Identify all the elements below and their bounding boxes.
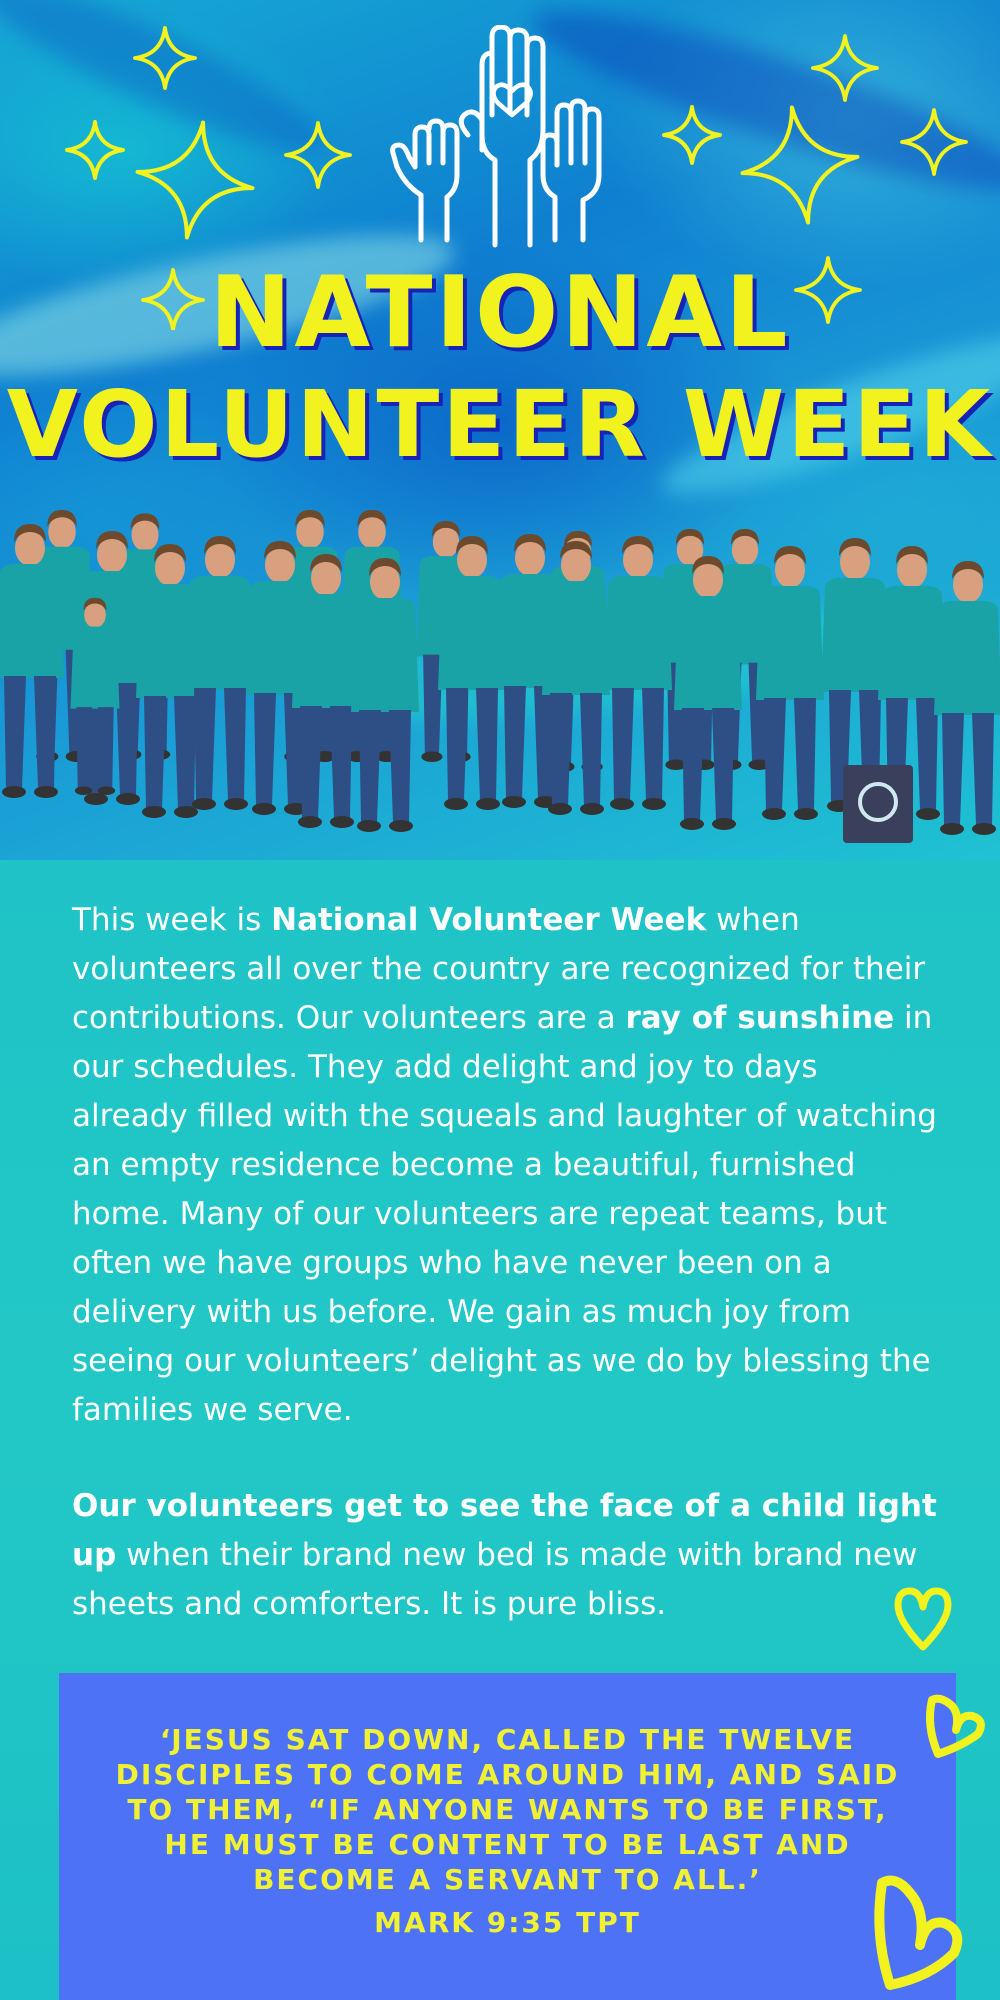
- text-run-bold: ray of sunshine: [625, 1000, 895, 1036]
- sparkle-icon: [286, 123, 350, 187]
- heart-icon: [890, 1585, 956, 1655]
- page-title-line-2: VOLUNTEER WEEK: [6, 371, 994, 478]
- raised-hands-with-heart-icon: [385, 25, 615, 250]
- second-paragraph: [72, 1482, 942, 1629]
- text-run: when their brand new bed is made with brand new sheets and comforters. It is pure bliss.: [72, 1537, 918, 1622]
- hero-banner: [0, 0, 1000, 860]
- heart-icon: [860, 1865, 970, 2000]
- sparkle-icon: [129, 114, 260, 245]
- gift-bag: [843, 765, 913, 843]
- text-run: This week is: [72, 902, 272, 938]
- sparkle-icon: [734, 99, 865, 230]
- text-run-bold: National Volunteer Week: [271, 902, 707, 938]
- scripture-quote-box: [59, 1673, 956, 2000]
- volunteer-group-photo: [0, 510, 1000, 860]
- text-run-bold: Our volunteers get to see the face of a child light up: [72, 1488, 937, 1573]
- sparkle-icon: [902, 110, 966, 174]
- sparkle-icon: [135, 28, 195, 88]
- intro-paragraph: [72, 896, 942, 1435]
- scripture-reference: MARK 9:35 TPT: [374, 1906, 641, 1939]
- heart-icon: [912, 1690, 992, 1770]
- scripture-quote-text: ‘JESUS SAT DOWN, CALLED THE TWELVE DISCIPLES TO COME AROUND HIM, AND SAID TO THEM, “IF ANYONE WANTS TO BE FIRST, HE MUST BE CONTENT TO BE LAST AND BECOME A SERVANT TO ALL.’: [115, 1723, 900, 1896]
- sparkle-icon: [664, 107, 720, 163]
- page-title-line-1: NATIONAL: [209, 256, 791, 370]
- text-run: when volunteers all over the country are recognized for their contributions. Our volunteers are a: [72, 902, 926, 1036]
- sparkle-icon: [813, 36, 877, 100]
- sparkle-icon: [67, 122, 123, 178]
- text-run: in our schedules. They add delight and joy to days already filled with the squeals and laughter of watching an empty residence become a beautiful, furnished home. Many of our volunteers are repeat teams, but often we have groups who have never been on a delivery with us before. We gain as much joy from seeing our volunteers’ delight as we do by blessing the families we serve.: [72, 1000, 937, 1428]
